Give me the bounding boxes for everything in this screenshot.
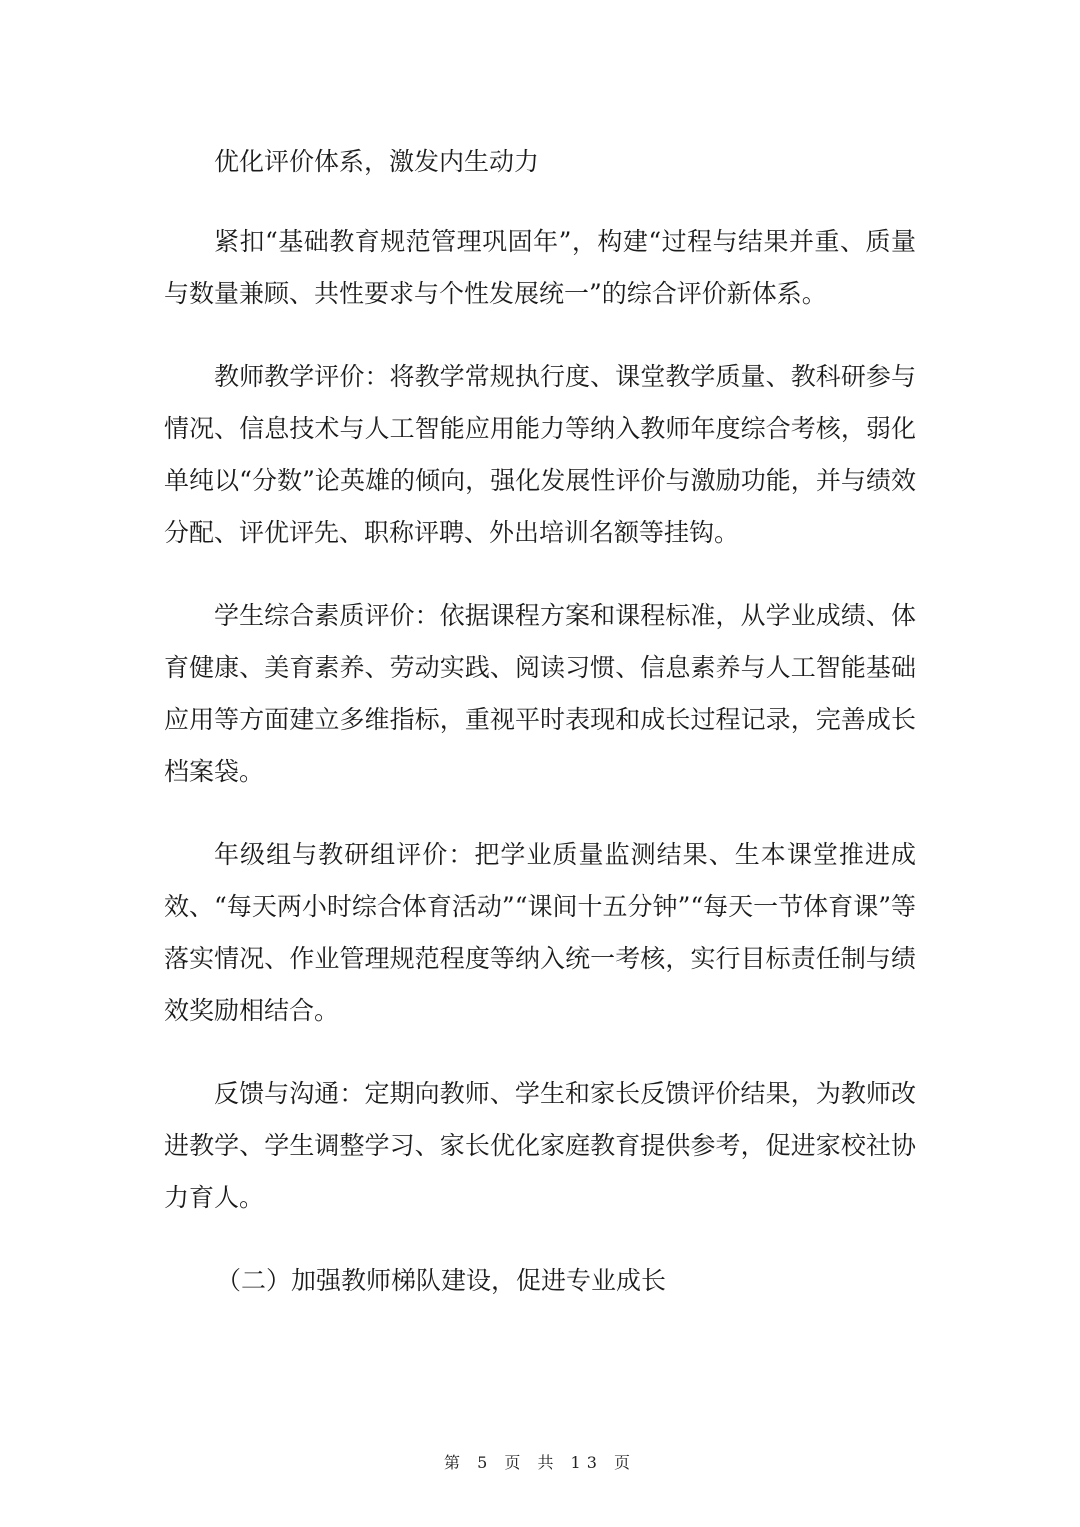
paragraph-teacher-evaluation: 教师教学评价：将教学常规执行度、课堂教学质量、教科研参与情况、信息技术与人工智能应用能力等纳入教师年度综合考核，弱化单纯以“分数”论英雄的倾向，强化发展性评价与激励功能，并与绩效分配、评优评先、职称评聘、外出培训名额等挂钩。	[164, 362, 916, 547]
section-heading: 优化评价体系，激发内生动力	[214, 147, 540, 176]
page-number-footer: 第 5 页 共 13 页	[444, 1453, 636, 1472]
paragraph-feedback: 反馈与沟通：定期向教师、学生和家长反馈评价结果，为教师改进教学、学生调整学习、家长优化家庭教育提供参考，促进家校社协力育人。	[164, 1079, 916, 1212]
paragraph-student-evaluation: 学生综合素质评价：依据课程方案和课程标准，从学业成绩、体育健康、美育素养、劳动实践、阅读习惯、信息素养与人工智能基础应用等方面建立多维指标，重视平时表现和成长过程记录，完善成长档案袋。	[164, 601, 916, 786]
paragraph-group-evaluation: 年级组与教研组评价：把学业质量监测结果、生本课堂推进成效、“每天两小时综合体育活动”“课间十五分钟”“每天一节体育课”等落实情况、作业管理规范程度等纳入统一考核，实行目标责任制与绩效奖励相结合。	[164, 840, 916, 1025]
paragraph-intro: 紧扣“基础教育规范管理巩固年”，构建“过程与结果并重、质量与数量兼顾、共性要求与个性发展统一”的综合评价新体系。	[164, 227, 916, 308]
document-body	[164, 136, 916, 1338]
subsection-heading: （二）加强教师梯队建设，促进专业成长	[216, 1266, 667, 1295]
